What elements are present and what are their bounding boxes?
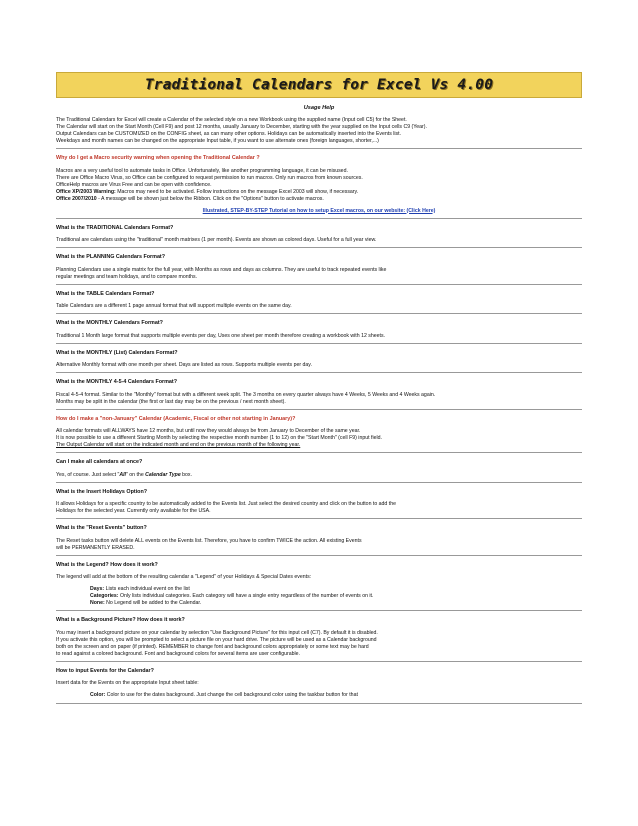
faq-line: Planning Calendars use a single matrix for the full year, with Months as rows and days as columns. They are useful to track repeated events like [56, 266, 387, 273]
page-title: Traditional Calendars for Excel Vs 4.00 [144, 77, 494, 93]
faq-line: The legend will add at the bottom of the resulting calendar a "Legend" of your Holidays & Special Dates events: [56, 574, 312, 580]
faq-heading: What is the TRADITIONAL Calendars Format? [56, 224, 174, 231]
all-pre: Yes, of course. Just select " [56, 471, 120, 478]
faq-traditional [56, 225, 582, 245]
intro-line: The Traditional Calendars for Excel will create a Calendar of the selected style on a new Workbook using the supplied name (Input cell C5) for the Sheet. [56, 117, 407, 123]
faq-heading: What is the MONTHLY 4-5-4 Calendars Format? [56, 379, 178, 385]
faq-events [56, 668, 582, 700]
macro-line: OfficeHelp macros are Virus Free and can be open with confidence. [56, 181, 212, 188]
faq-heading: How to input Events for the Calendar? [56, 667, 154, 674]
faq-line: regular meetings and team holidays, and to compare months. [56, 273, 198, 280]
legend-option [56, 600, 582, 607]
faq-line: It is now possible to use a different Starting Month by selecting the respective month number (1 to 12) on the "Start Month" (cell F9) input field. [56, 435, 382, 441]
all-post: box. [180, 471, 192, 478]
faq-holidays [56, 489, 582, 516]
macro-section [56, 155, 582, 215]
faq-line: The Reset tasks button will delete ALL events on the Events list. Therefore, you have to confirm TWICE the action. All existing Events [56, 537, 362, 544]
faq-heading: What is the Insert Holidays Option? [56, 488, 148, 495]
all-word: All [119, 471, 126, 478]
faq-heading: Can I make all calendars at once? [56, 459, 143, 465]
faq-line: Fiscal 4-5-4 format. Similar to the "Monthly" format but with a different week split. The 3 months on every quarter always have 4 Weeks, 5 Weeks and 4 Weeks again. [56, 391, 436, 398]
faq-monthly-list [56, 350, 582, 370]
faq-heading: How do I make a "non-January" Calendar (Academic, Fiscal or other not starting in January)? [56, 415, 296, 422]
faq-line: Alternative Monthly format with one month per sheet. Days are listed as rows. Supports multiple events per day. [56, 362, 312, 368]
faq-line: both on the screen and on paper (if printed). REMEMBER to change font and background colors appropriately or some text may be hard [56, 643, 369, 650]
faq-line: It allows Holidays for a specific country to be automatically added to the Events list. Just select the desired country and click on the button to add the [56, 501, 396, 507]
faq-heading: What is the "Reset Events" button? [56, 525, 147, 531]
faq-line: If you activate this option, you will be prompted to select a picture file on your hard drive. The picture will be used as a Calendar background [56, 636, 377, 643]
faq-line: You may insert a background picture on your calendar by selection "Use Background Picture" for this input cell (C7). By default it is disabled. [56, 629, 378, 636]
events-color-line [56, 692, 582, 699]
o7-label: Office 2007/2010 [56, 195, 97, 202]
faq-heading: What is the PLANNING Calendars Format? [56, 254, 166, 260]
faq-heading: What is the TABLE Calendars Format? [56, 290, 155, 297]
faq-non-january [56, 416, 582, 450]
faq-line: Holidays for the selected year. Currently only available for the USA. [56, 508, 211, 514]
macro-heading: Why do I get a Macro security warning when opening the Traditional Calendar ? [56, 155, 260, 161]
legend-option [56, 586, 582, 593]
faq-line-underlined: The Output Calendar will start on the indicated month and end on the previous month of the following year. [56, 442, 301, 448]
faq-legend [56, 562, 582, 608]
calendar-type-word: Calendar Type [145, 471, 181, 478]
faq-line [56, 472, 582, 479]
xp-text: Macros may need to be activated. Follow instructions on the message Excel 2003 will show, if necessary. [115, 188, 359, 195]
faq-heading: What is the MONTHLY Calendars Format? [56, 320, 163, 326]
faq-line: Traditional 1 Month large format that supports multiple events per day, Uses one sheet per month therefore creating a workbook with 12 sheets. [56, 332, 386, 339]
faq-line: All calendar formats will ALLWAYS have 12 months, but until now they would always be from January to December of the same year. [56, 428, 361, 434]
title-banner [56, 72, 582, 98]
legend-option-text: Lists each individual event on the list [104, 586, 190, 592]
legend-option-label: Days: [90, 586, 105, 592]
faq-planning [56, 254, 582, 281]
all-mid: " on the [126, 471, 146, 478]
legend-option-label: Categories: [90, 593, 119, 599]
xp-label: Office XP/2003 Warning: [56, 188, 116, 195]
document-sheet [56, 72, 582, 704]
macro-line: Macros are a very useful tool to automate tasks in Office. Unfortunately, like another programming language, it can be misused. [56, 167, 348, 174]
faq-heading: What is the Legend? How does it work? [56, 561, 158, 568]
faq-line: to read against a colored background. Font and background colors for several items are user configurable. [56, 650, 300, 657]
color-text: Color to use for the dates background. Just change the cell background color using the taskbar button for that [105, 692, 358, 698]
intro-line: Output Calendars can be CUSTOMIZED on the CONFIG sheet, as can many other options. Holidays can be automatically inserted into the Events list. [56, 131, 402, 137]
tutorial-link[interactable]: Illustrated, STEP-BY-STEP Tutorial on how to setup Excel macros, on our website: (Click Here) [202, 207, 436, 214]
legend-option [56, 593, 582, 600]
faq-monthly-454 [56, 379, 582, 406]
faq-all-calendars [56, 459, 582, 479]
faq-monthly [56, 320, 582, 340]
macro-xp-line [56, 189, 582, 196]
macro-line: There are Office Macro Virus, so Office can be configured to request permission to run macros. Only run macros from known sources. [56, 174, 363, 181]
intro-line: The Calendar will start on the Start Month (Cell F9) and post 12 months, usually January to December, starting with the year supplied on the Input cells C9 (Year). [56, 124, 427, 130]
faq-line: Months may be split in the calendar (the first or last day may be on the previous / next month sheet). [56, 398, 286, 405]
intro-line: Weekdays and month names can be changed on the appropriate Input table, if you want to use alternate ones (foreign languages, shorter,...) [56, 138, 379, 144]
faq-table [56, 291, 582, 311]
faq-heading: What is the MONTHLY (List) Calendars Format? [56, 349, 178, 356]
faq-background-picture [56, 617, 582, 658]
intro-block [56, 117, 582, 145]
faq-line: Traditional are calendars using the "traditional" month matrixes (1 per month). Events are shown as colored days. Useful for a full year view. [56, 237, 377, 243]
faq-line: Insert data for the Events on the appropriate Input sheet table: [56, 680, 199, 686]
usage-help-heading: Usage Help [303, 105, 335, 111]
color-label: Color: [90, 692, 106, 698]
o7-text: - A message will be shown just below the Ribbon. Click on the "Options" button to activate macros. [96, 195, 324, 202]
legend-option-text: No Legend will be added to the Calendar. [104, 600, 202, 606]
legend-option-label: None: [90, 600, 105, 606]
faq-line: Table Calendars are a different 1 page annual format that will support multiple events on the same day. [56, 303, 292, 309]
legend-option-text: Only lists individual categories. Each category will have a single entry regardless of the number of events on it. [118, 593, 374, 599]
faq-line: will be PERMANENTLY ERASED. [56, 544, 135, 551]
faq-heading: What is a Background Picture? How does it work? [56, 617, 185, 623]
faq-reset [56, 525, 582, 552]
macro-o7-line [56, 196, 582, 203]
